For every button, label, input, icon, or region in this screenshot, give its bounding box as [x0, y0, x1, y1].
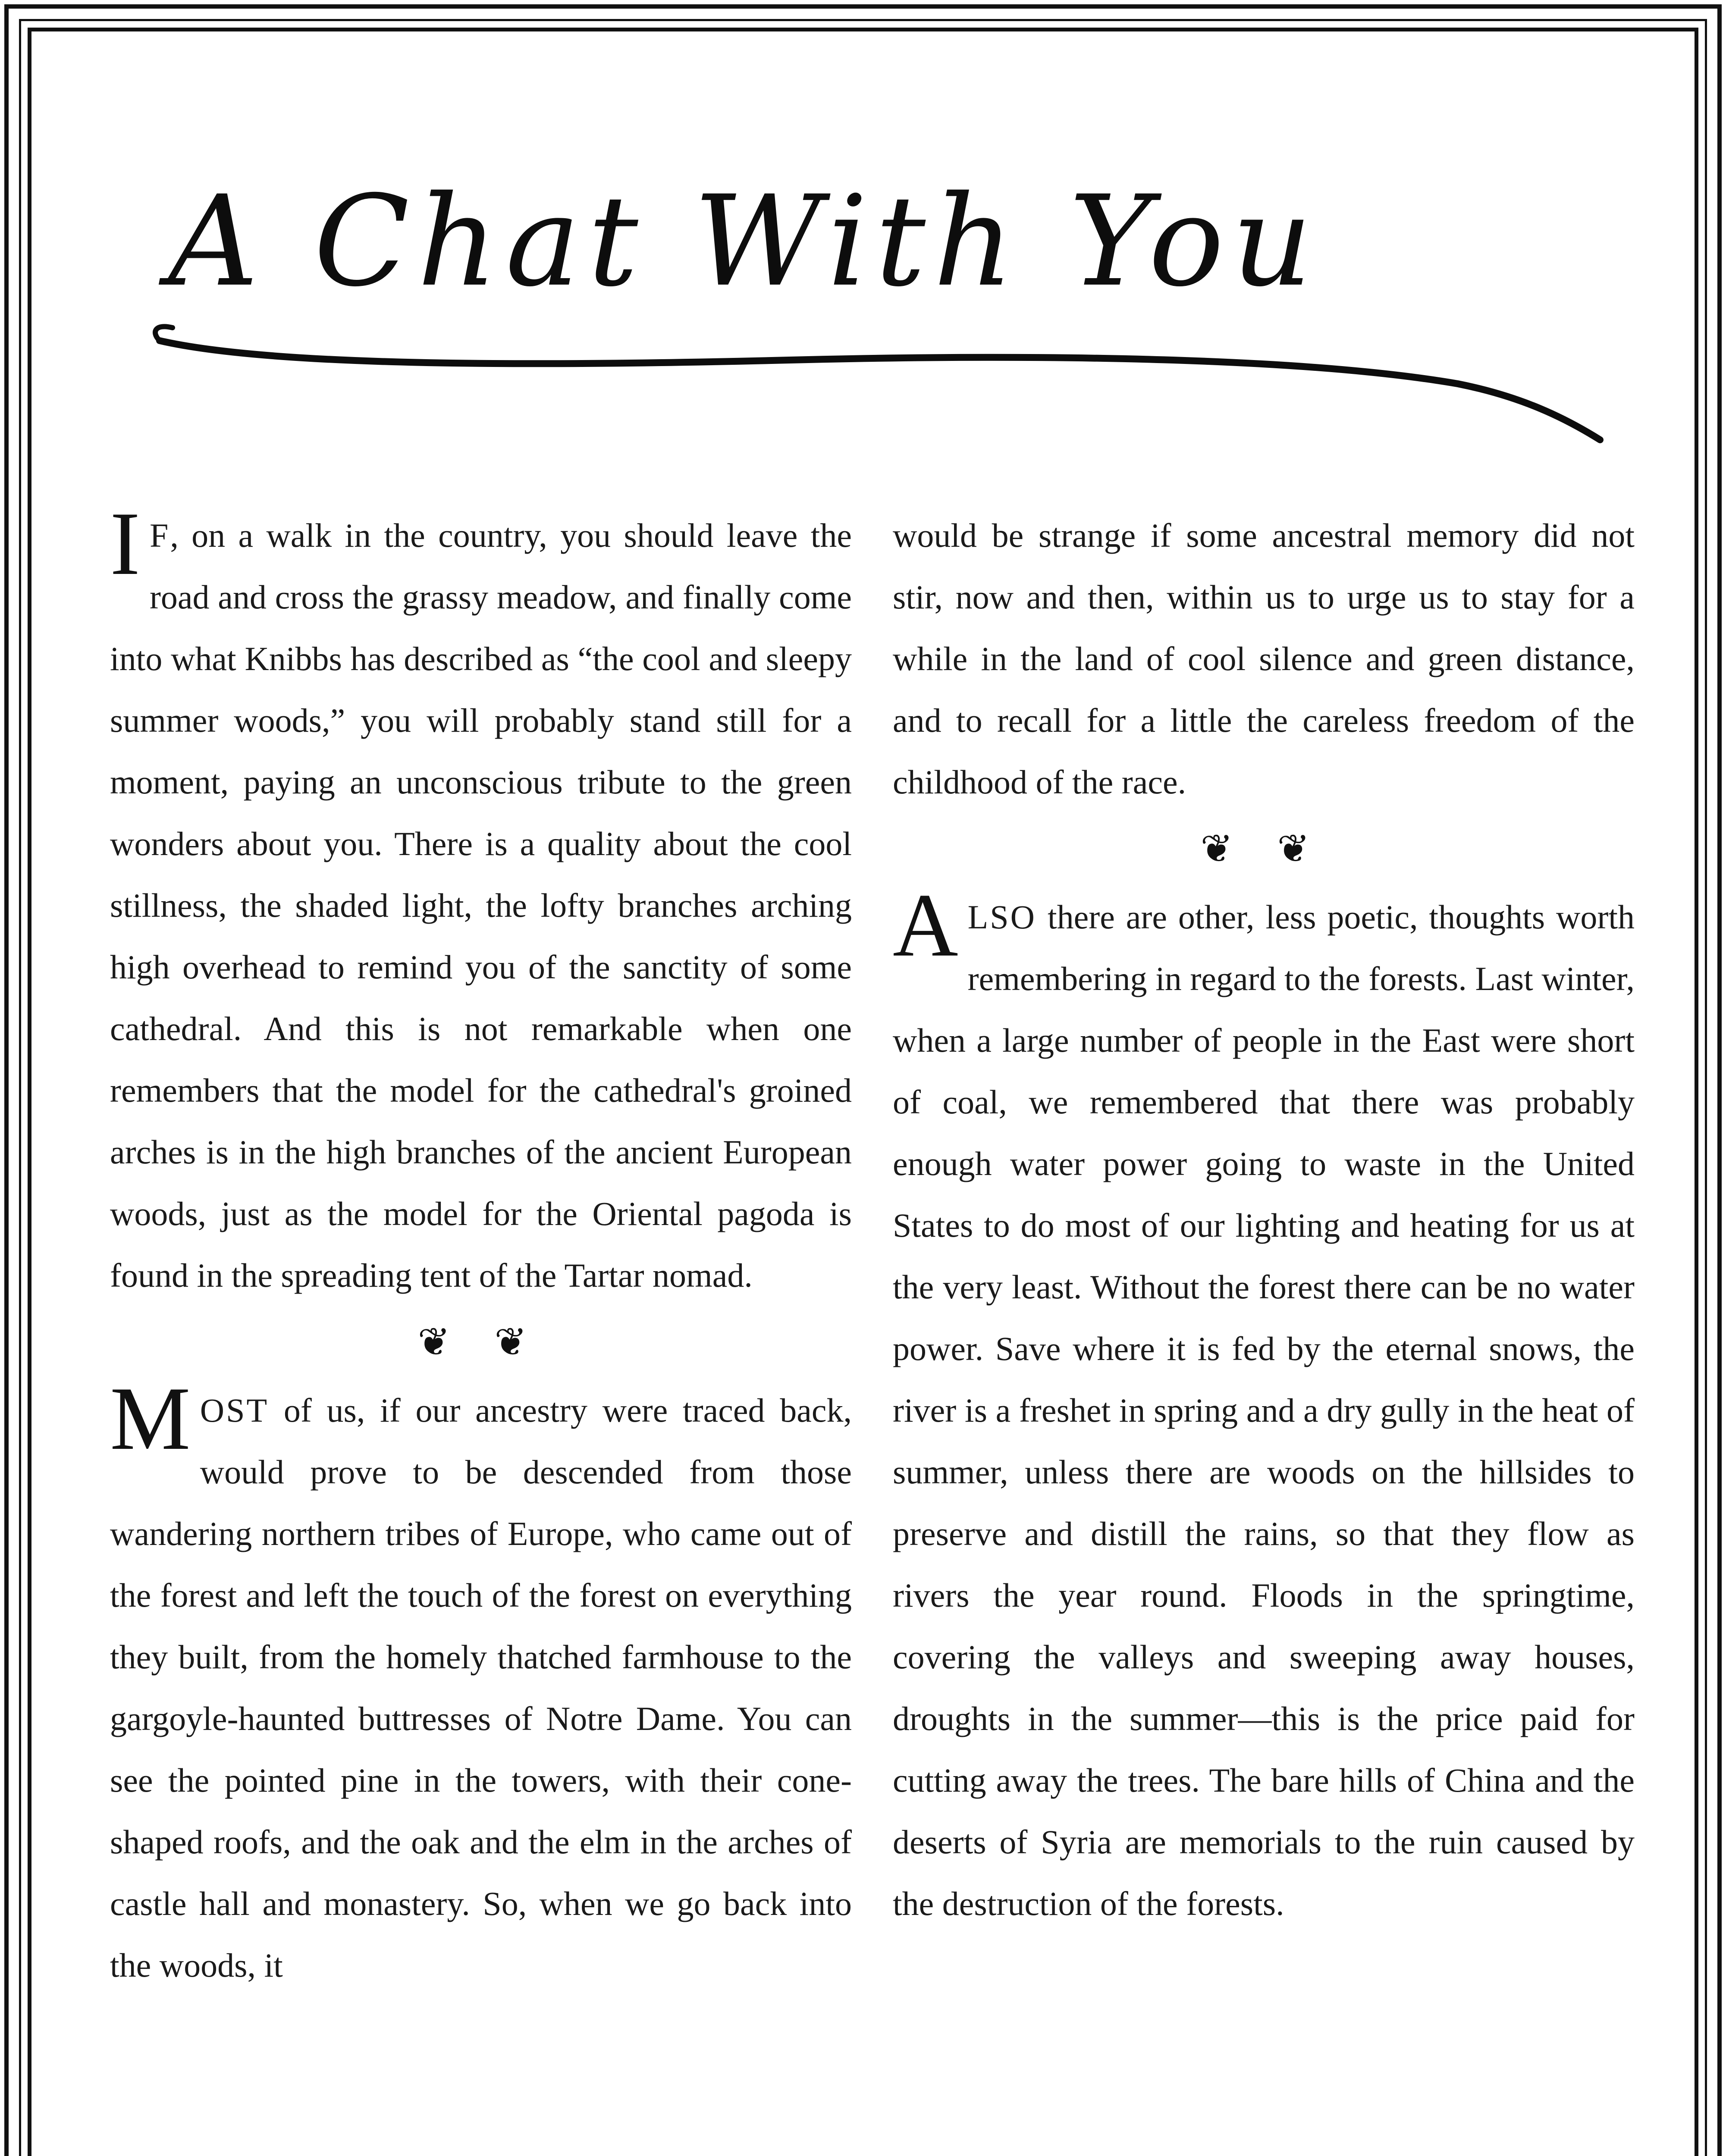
paragraph-text: of us, if our ancestry were traced back, would prove to be descended from those wandering northern tribes of Europe, who came out of the forest and left the touch of the forest on everything they built, from the homely thatched farmhouse to the gargoyle-haunted buttresses of Notre Dame. You can see the pointed pine in the towers, with their cone-shaped roofs, and the oak and the elm in the arches of castle hall and monastery. So, when we go back into the woods, it — [110, 1391, 852, 1984]
lead-in: LSO — [967, 898, 1037, 936]
title-text: A Chat With You — [168, 169, 1320, 314]
lead-in: OST — [200, 1391, 269, 1429]
paragraph-ancestry — [110, 1369, 852, 1996]
paragraph-forest-walk — [110, 494, 852, 1306]
drop-cap: M — [110, 1369, 191, 1469]
paragraph-text: , on a walk in the country, you should leave the road and cross the grassy meadow, and finally come into what Knibbs has described as “the cool and sleepy summer woods,” you will probably stand still for a moment, paying an unconscious tribute to the green wonders about you. There is a quality about the cool stillness, the shaded light, the lofty branches arching high overhead to remind you of the sanctity of some cathedral. And this is not remarkable when one remembers that the model for the cathedral's groined arches is in the high branches of the ancient European woods, just as the model for the Oriental pagoda is found in the spreading tent of the Tartar nomad. — [110, 517, 852, 1294]
paragraph-water-power — [893, 875, 1635, 1934]
drop-cap: I — [110, 494, 140, 594]
paragraph-text: there are other, less poetic, thoughts worth remembering in regard to the forests. Last winter, when a large number of people in the East were short of coal, we remembered that there was probably enough water power going to waste in the United States to do most of our lighting and heating for us at the very least. Without the forest there can be no water power. Save where it is fed by the eternal snows, the river is a freshet in spring and a dry gully in the heat of summer, unless there are woods on the hillsides to preserve and distill the rains, so that they flow as rivers the year round. Floods in the springtime, covering the valleys and sweeping away houses, droughts in the summer—this is the price paid for cutting away the trees. The bare hills of China and the deserts of Syria are memorials to the ruin caused by the destruction of the forests. — [893, 898, 1635, 1922]
lead-in: F — [149, 517, 170, 554]
drop-cap: A — [893, 875, 958, 975]
paragraph-ancestral-memory: would be strange if some ancestral memory did not stir, now and then, within us to urge us to stay for a while in the land of cool silence and green distance, and to recall for a little the careless freedom of the childhood of the race. — [893, 517, 1635, 801]
section-ornament: ❦ ❦ — [417, 1321, 544, 1364]
right-column — [893, 505, 1635, 2156]
section-ornament: ❦ ❦ — [1200, 828, 1327, 871]
script-title — [142, 142, 1609, 444]
title-flourish — [160, 341, 1600, 440]
left-column — [110, 494, 852, 2156]
